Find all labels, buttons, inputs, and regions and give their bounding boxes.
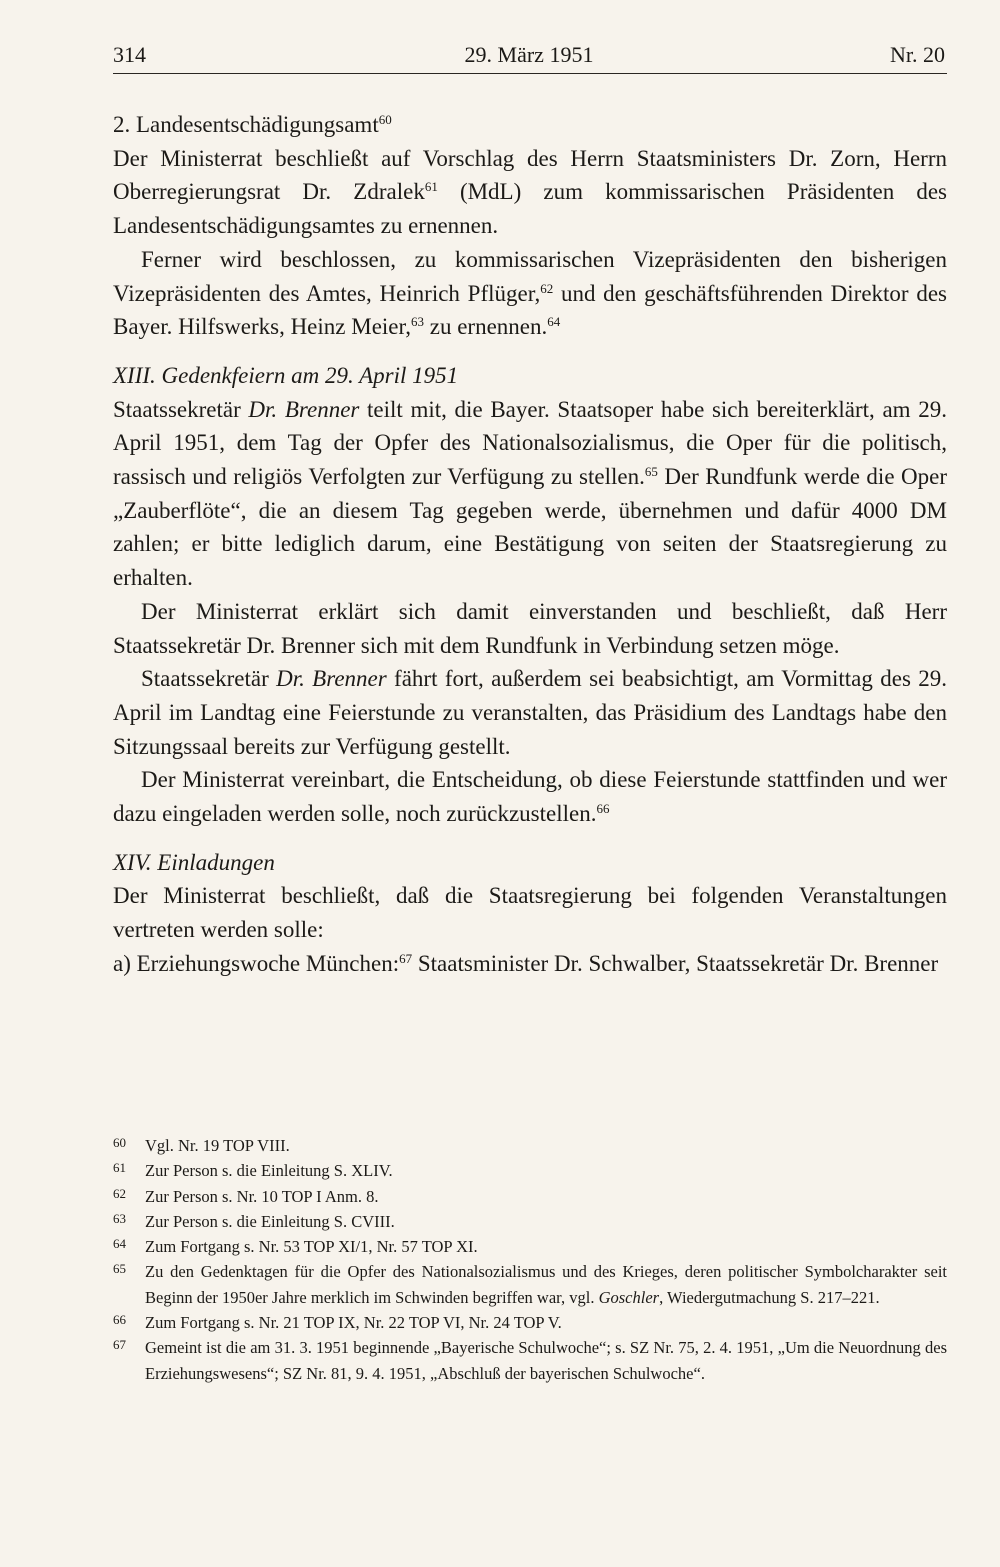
section-heading-xiv: XIV. Einladungen (113, 849, 275, 875)
author-name: Goschler (598, 1287, 660, 1307)
paragraph: Der Ministerrat vereinbart, die Entscheidung, ob diese Feierstunde stattfinden und wer dazu eingeladen werden solle, noch zurückzustellen.$^{66}$ (113, 767, 947, 827)
footnote-ref-61[interactable]: 61 (424, 179, 438, 195)
footnote-62: 62 Zur Person s. Nr. 10 TOP I Anm. 8. (113, 1185, 379, 1206)
footnote-66: 66 Zum Fortgang s. Nr. 21 TOP IX, Nr. 22 TOP VI, Nr. 24 TOP V. (113, 1312, 562, 1333)
footnote-ref-67[interactable]: 67 (399, 950, 413, 966)
paragraph: Ferner wird beschlossen, zu kommissarischen Vizepräsidenten den bisherigen Vizepräsidenten des Amtes, Heinrich Pflüger,$^{62}$ und den geschäftsführenden Direktor des Bayer. Hilfswerks, Heinz Meier,$^{63}$ zu ernennen.$^{64}$ (113, 246, 947, 340)
running-header (113, 42, 945, 76)
footnote-ref-64[interactable]: 64 (547, 314, 561, 330)
footnote-ref-63[interactable]: 63 (411, 314, 424, 330)
footnote-ref-62[interactable]: 62 (540, 280, 554, 296)
paragraph: Staatssekretär Dr. Brenner fährt fort, außerdem sei beabsichtigt, am Vormittag des 29. April im Landtag eine Feierstunde zu veranstalten, das Präsidium des Landtags habe den Sitzungssaal bereits zur Verfügung gestellt. (113, 666, 947, 759)
document-number: Nr. 20 (890, 42, 945, 67)
paragraph: Staatssekretär Dr. Brenner teilt mit, die Bayer. Staatsoper habe sich bereiterklärt, am 29. April 1951, dem Tag der Opfer des Nationalsozialismus, die Oper für die politisch, rassisch und religiös Verfolgten zur Verfügung zu stellen.$^{65}$ Der Rundfunk werde die Oper „Zauberflöte“, die an diesem Tag gegeben werde, übernehmen und dafür 4000 DM zahlen; er bitte lediglich darum, eine Bestätigung von seiten der Staatsregierung zu erhalten. (113, 396, 947, 591)
footnote-ref-65[interactable]: 65 (644, 464, 658, 480)
item-heading-landesentschaedigungsamt: 2. Landesentschädigungsamt$^{60}$ (113, 112, 392, 137)
paragraph: Der Ministerrat beschließt auf Vorschlag des Herrn Staatsministers Dr. Zorn, Herrn Oberregierungsrat Dr. Zdralek$^{61}$ (MdL) zum kommissarischen Präsidenten des Landesentschädigungsamtes zu ernennen. (113, 145, 948, 239)
footnotes (113, 1133, 947, 1386)
footnote-63: 63 Zur Person s. die Einleitung S. CVIII. (113, 1210, 395, 1231)
list-item: a) Erziehungswoche München:$^{67}$ Staatsminister Dr. Schwalber, Staatssekretär Dr. Brenner (113, 950, 939, 976)
header-date: 29. März 1951 (464, 42, 594, 67)
body-text (113, 108, 947, 981)
footnote-61: 61 Zur Person s. die Einleitung S. XLIV. (113, 1160, 393, 1181)
footnote-65: 65 Zu den Gedenktagen für die Opfer des Nationalsozialismus und des Krieges, deren politischer Symbolcharakter seit Beginn der 1950er Jahre merklich im Schwinden begriffen war, vgl. Goschler, Wiedergutmachung S. 217–221. (113, 1261, 947, 1307)
paragraph: Der Ministerrat beschließt, daß die Staatsregierung bei folgenden Veranstaltungen vertreten werden solle: (113, 883, 947, 943)
section-heading-xiii: XIII. Gedenkfeiern am 29. April 1951 (113, 362, 459, 388)
footnote-67: 67 Gemeint ist die am 31. 3. 1951 beginnende „Bayerische Schulwoche“; s. SZ Nr. 75, 2. 4. 1951, „Um die Neuordnung des Erziehungswesens“; SZ Nr. 81, 9. 4. 1951, „Abschluß der bayerischen Schulwoche“. (113, 1337, 947, 1383)
person-name: Dr. Brenner (248, 396, 360, 422)
footnote-ref-66[interactable]: 66 (596, 801, 610, 817)
footnote-60: 60 Vgl. Nr. 19 TOP VIII. (113, 1135, 290, 1155)
person-name: Dr. Brenner (276, 666, 387, 692)
paragraph: Der Ministerrat erklärt sich damit einverstanden und beschließt, daß Herr Staatssekretär Dr. Brenner sich mit dem Rundfunk in Verbindung setzen möge. (113, 598, 947, 658)
page-number: 314 (113, 42, 146, 67)
footnote-ref-60[interactable]: 60 (378, 112, 392, 127)
header-rule (113, 73, 947, 74)
footnote-64: 64 Zum Fortgang s. Nr. 53 TOP XI/1, Nr. 57 TOP XI. (113, 1236, 478, 1257)
